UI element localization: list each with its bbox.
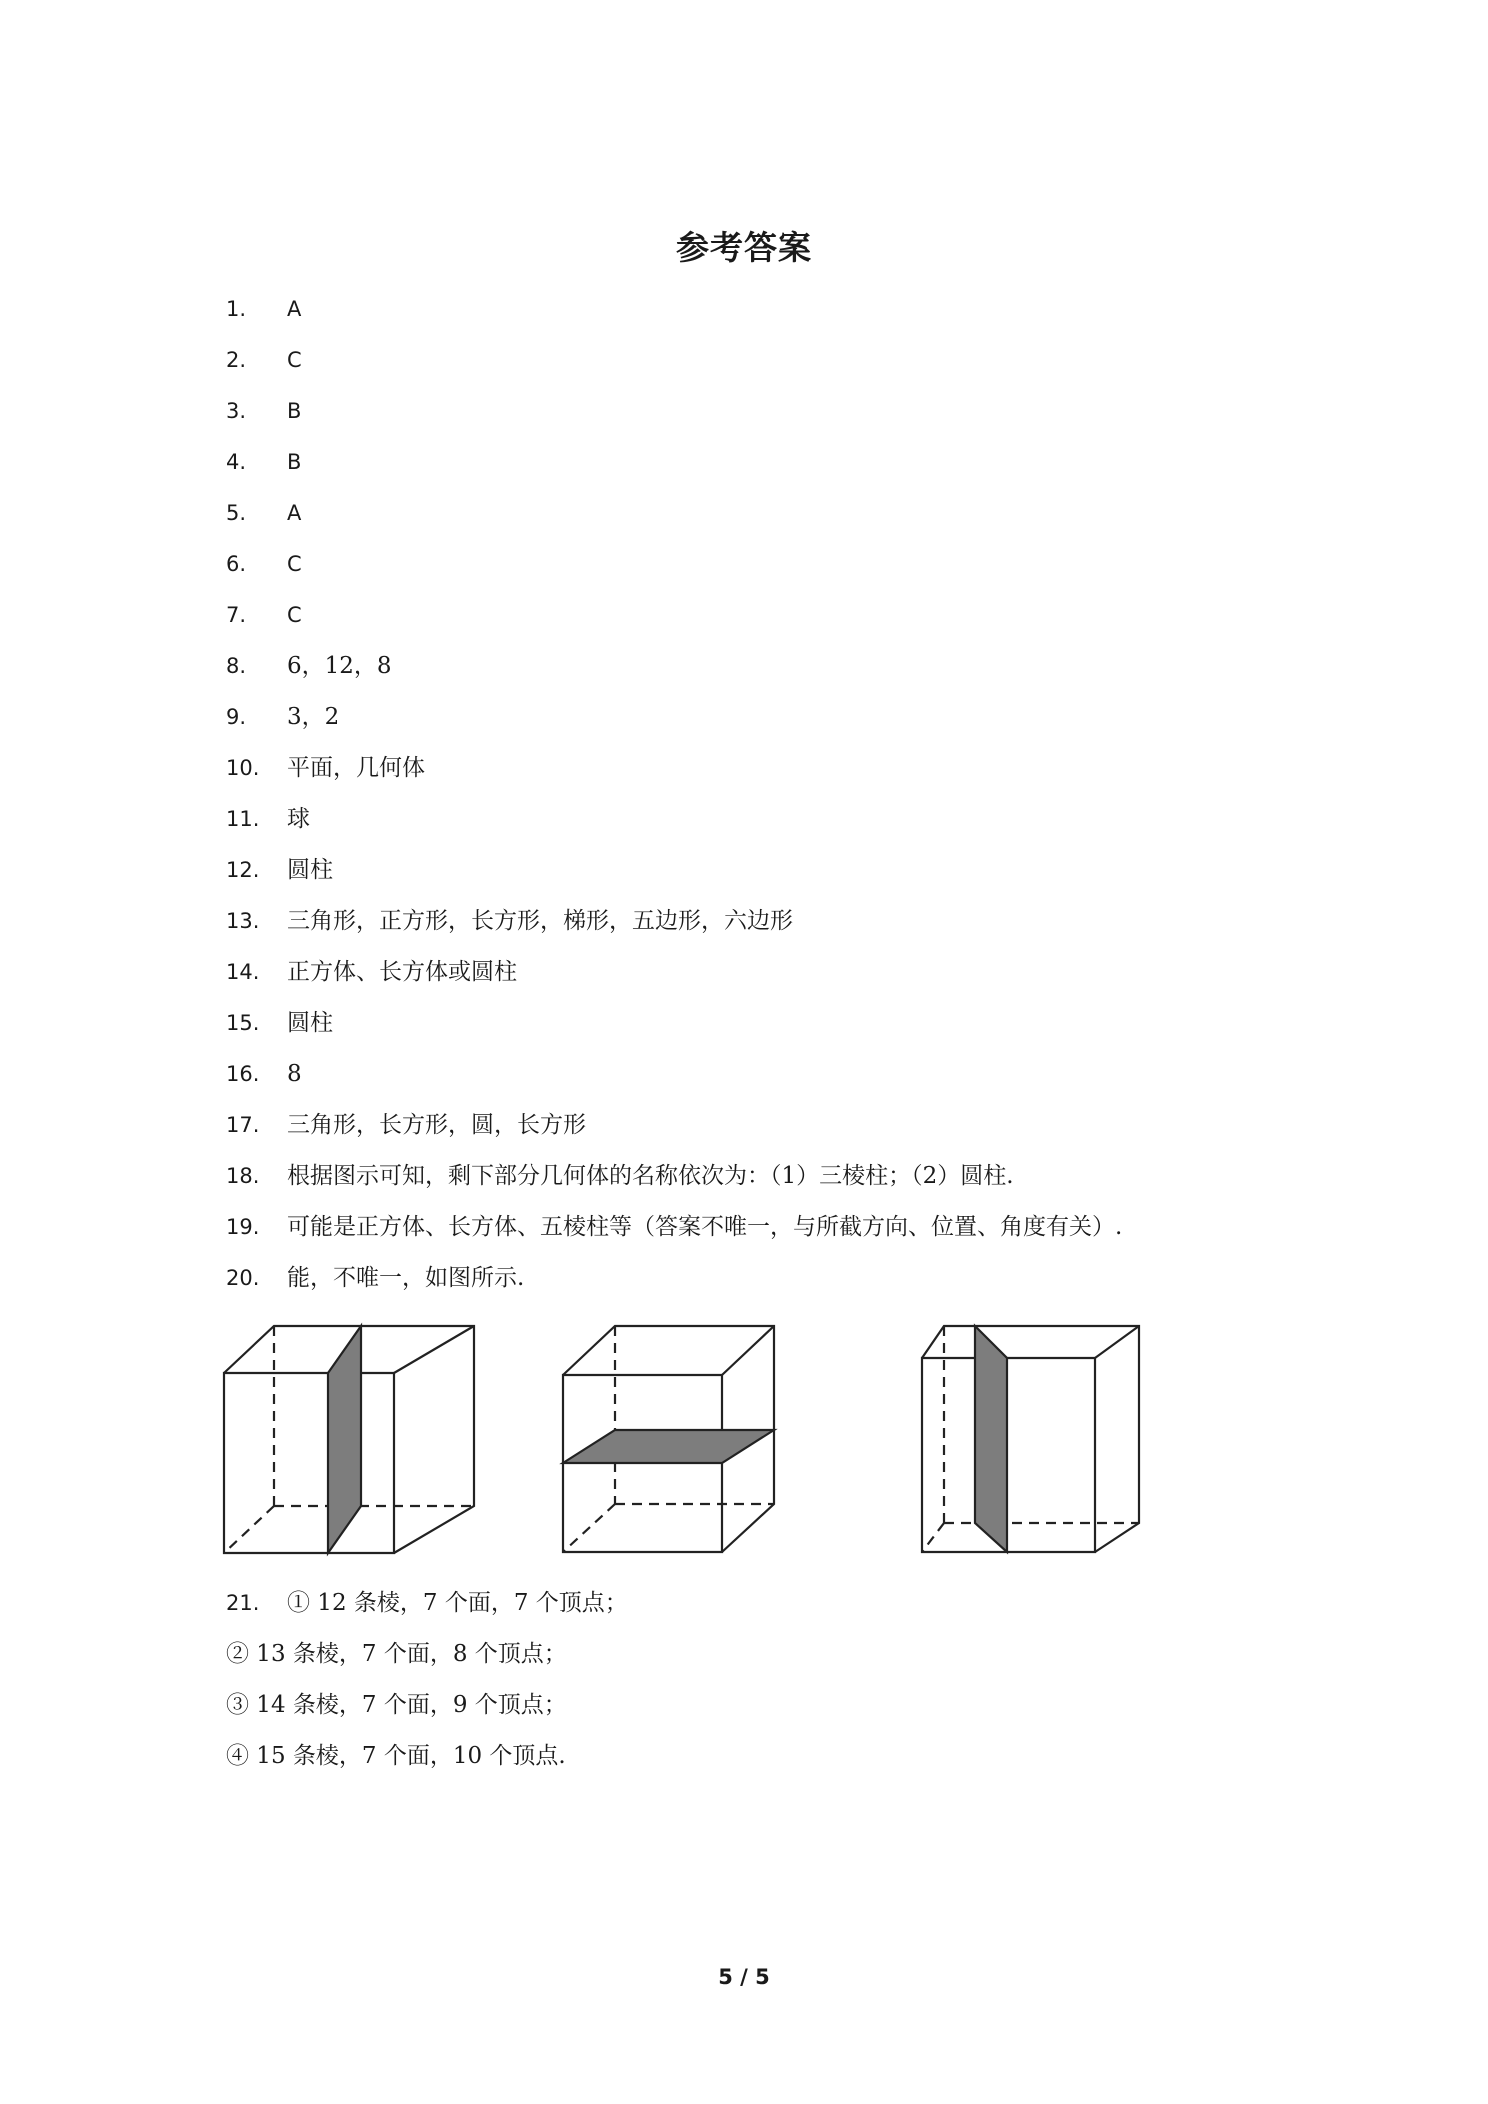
answer-21-line-4: ④ 15 条棱，7 个面，10 个顶点. [226, 1743, 566, 1769]
answer-number: 3. [226, 399, 247, 423]
answer-14 [226, 957, 517, 987]
answer-text: B [287, 399, 302, 423]
answer-text: A [287, 297, 302, 321]
answer-text: B [287, 450, 302, 474]
answer-number: 14. [226, 960, 260, 984]
answer-20 [226, 1263, 524, 1293]
answer-number: 7. [226, 603, 247, 627]
answer-text: 6，12，8 [287, 653, 392, 679]
answer-number: 1. [226, 297, 247, 321]
answer-number: 15. [226, 1011, 260, 1035]
answer-19 [226, 1212, 1122, 1242]
answer-text: C [287, 603, 302, 627]
answer-text: C [287, 348, 302, 372]
answer-9 [226, 702, 339, 732]
answer-8 [226, 651, 392, 681]
answer-text: 3，2 [287, 704, 340, 730]
answer-5 [226, 498, 301, 528]
answer-number: 18. [226, 1164, 260, 1188]
answer-18 [226, 1161, 1014, 1191]
answer-text: 根据图示可知，剩下部分几何体的名称依次为：（1）三棱柱；（2）圆柱. [287, 1163, 1014, 1189]
answer-16 [226, 1059, 302, 1089]
answer-number: 4. [226, 450, 247, 474]
answer-6 [226, 549, 302, 579]
answer-number: 21. [226, 1591, 260, 1615]
answer-number: 19. [226, 1215, 260, 1239]
answer-13 [226, 906, 793, 936]
answer-4 [226, 447, 301, 477]
cube-vertical-section [216, 1318, 476, 1560]
answer-7 [226, 600, 302, 630]
answer-number: 12. [226, 858, 260, 882]
answer-2 [226, 345, 302, 375]
answer-11 [226, 804, 310, 834]
section-rectangle [563, 1430, 774, 1463]
answer-number: 8. [226, 654, 247, 678]
answer-number: 16. [226, 1062, 260, 1086]
answer-15 [226, 1008, 333, 1038]
answer-1 [226, 294, 301, 324]
answer-text: C [287, 552, 302, 576]
answer-21-line-3: ③ 14 条棱，7 个面，9 个顶点； [226, 1692, 567, 1718]
answer-text: 正方体、长方体或圆柱 [287, 959, 517, 985]
answer-21-line-2: ② 13 条棱，7 个面，8 个顶点； [226, 1641, 567, 1667]
answer-text: 三角形，长方形，圆，长方形 [287, 1112, 586, 1138]
section-rectangle [328, 1326, 361, 1553]
answer-10 [226, 753, 425, 783]
section-rectangle [975, 1326, 1007, 1552]
answer-number: 10. [226, 756, 260, 780]
answer-text: A [287, 501, 302, 525]
answer-number: 17. [226, 1113, 260, 1137]
answer-3 [226, 396, 301, 426]
answer-number: 13. [226, 909, 260, 933]
answer-text: ① 12 条棱，7 个面，7 个顶点； [287, 1590, 628, 1616]
answer-number: 5. [226, 501, 247, 525]
answer-text: 球 [287, 806, 310, 832]
page-title: 参考答案 [676, 228, 812, 267]
answer-number: 11. [226, 807, 260, 831]
cube-diagonal-section [917, 1318, 1157, 1560]
answer-21 [226, 1588, 628, 1618]
cross-section-figure [216, 1318, 1156, 1560]
answer-number: 20. [226, 1266, 260, 1290]
answer-text: 平面，几何体 [287, 755, 425, 781]
answer-text: 能，不唯一，如图所示. [287, 1265, 525, 1291]
page-number: 5 / 5 [718, 1965, 770, 1989]
answer-text: 三角形，正方形，长方形，梯形，五边形，六边形 [287, 908, 793, 934]
answer-number: 2. [226, 348, 247, 372]
answer-text: 可能是正方体、长方体、五棱柱等（答案不唯一，与所截方向、位置、角度有关）. [287, 1214, 1123, 1240]
answer-text: 圆柱 [287, 1010, 333, 1036]
answer-number: 9. [226, 705, 247, 729]
answer-number: 6. [226, 552, 247, 576]
answer-text: 圆柱 [287, 857, 333, 883]
answer-17 [226, 1110, 586, 1140]
answer-text: 8 [287, 1061, 302, 1087]
answer-12 [226, 855, 333, 885]
cube-horizontal-section [556, 1318, 796, 1560]
